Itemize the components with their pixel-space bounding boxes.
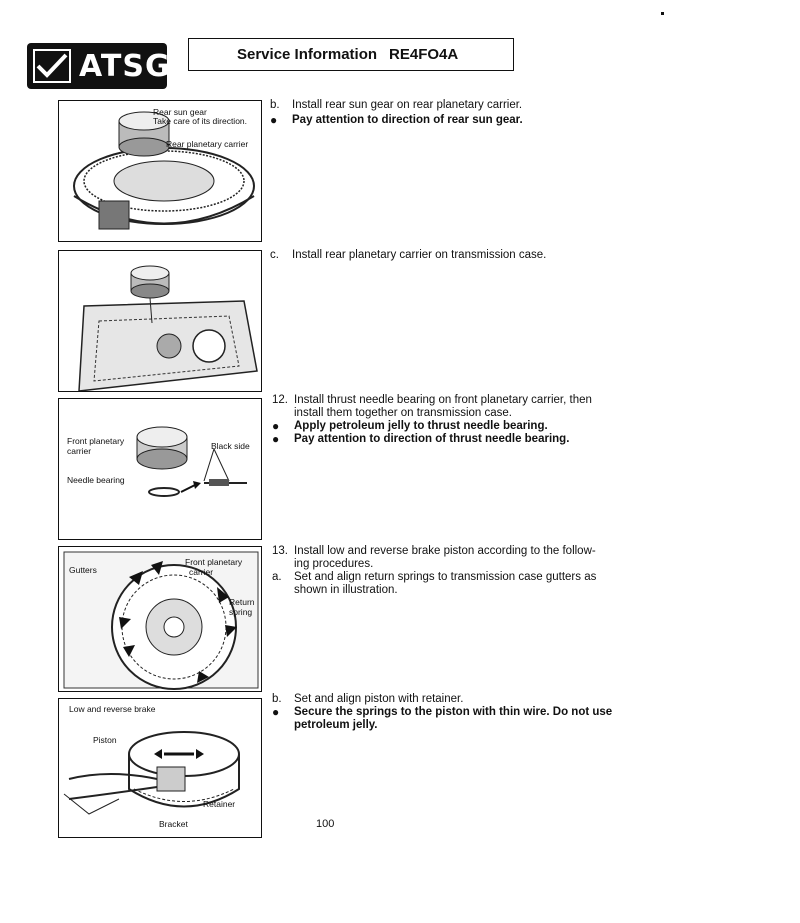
bullet-icon: ● xyxy=(272,419,280,433)
sub-step-line2: shown in illustration. xyxy=(294,584,398,596)
label-rear-sun-gear: Rear sun gear xyxy=(153,107,207,117)
step-c-install-rear-planetary-carrier xyxy=(270,249,620,262)
step-marker: 12. xyxy=(272,394,288,406)
label-piston: Piston xyxy=(93,735,117,745)
label-spring: spring xyxy=(229,607,253,617)
label-gutters: Gutters xyxy=(69,565,97,575)
figure-piston-retainer xyxy=(58,698,262,838)
page-number: 100 xyxy=(316,818,335,830)
piston-retainer-illustration xyxy=(59,699,262,838)
label-low-reverse-brake: Low and reverse brake xyxy=(69,704,156,714)
step-warning-line2: petroleum jelly. xyxy=(294,719,378,731)
label-front-planetary: Front planetary xyxy=(185,557,243,567)
label-needle-bearing: Needle bearing xyxy=(67,475,125,485)
label-rear-planetary-carrier: Rear planetary carrier xyxy=(166,139,249,149)
scan-speck xyxy=(661,12,664,15)
atsg-logo xyxy=(27,43,171,89)
figure-transmission-case xyxy=(58,250,262,392)
step-warning: Pay attention to direction of rear sun gear. xyxy=(292,114,523,126)
step-marker: c. xyxy=(270,249,279,261)
figure-return-springs xyxy=(58,546,262,692)
bullet-icon: ● xyxy=(272,705,280,719)
step-marker: 13. xyxy=(272,545,288,557)
figure-thrust-needle-bearing xyxy=(58,398,262,540)
step-marker: b. xyxy=(270,99,280,111)
step-b-set-align-piston xyxy=(272,693,632,732)
label-bracket: Bracket xyxy=(159,819,188,829)
figure-rear-sun-gear xyxy=(58,100,262,242)
step-text: Install rear planetary carrier on transmission case. xyxy=(292,249,547,261)
label-retainer: Retainer xyxy=(203,799,236,809)
front-planetary-carrier-illustration xyxy=(59,399,262,540)
step-b-install-rear-sun-gear xyxy=(270,99,620,127)
step-text-line2: ing procedures. xyxy=(294,558,374,570)
sub-step-line1: Set and align return springs to transmission case gutters as xyxy=(294,571,597,583)
step-text-line1: Install low and reverse brake piston according to the follow- xyxy=(294,545,596,557)
step-13-install-low-reverse-brake-piston xyxy=(272,545,632,597)
step-12-install-thrust-needle-bearing xyxy=(272,394,632,446)
sub-step-marker: a. xyxy=(272,571,282,583)
logo-wordmark: ATSG xyxy=(79,48,171,84)
step-marker: b. xyxy=(272,693,282,705)
label-take-care-direction: Take care of its direction. xyxy=(153,116,248,126)
label-carrier: carrier xyxy=(189,567,214,577)
label-front-planetary: Front planetary xyxy=(67,436,125,446)
step-warning-line1: Secure the springs to the piston with thin wire. Do not use xyxy=(294,706,613,718)
bullet-icon: ● xyxy=(270,113,278,127)
page-title: Service Information xyxy=(237,46,378,63)
step-text-line2: install them together on transmission case. xyxy=(294,407,512,419)
step-warning-2: Pay attention to direction of thrust needle bearing. xyxy=(294,433,570,445)
label-return: Return xyxy=(229,597,255,607)
model-code: RE4FO4A xyxy=(389,46,459,63)
bullet-icon: ● xyxy=(272,432,280,446)
label-carrier: carrier xyxy=(67,446,92,456)
step-text: Set and align piston with retainer. xyxy=(294,693,464,705)
transmission-case-illustration xyxy=(59,251,262,392)
checkmark-logo-icon xyxy=(33,49,71,83)
step-text-line1: Install thrust needle bearing on front planetary carrier, then xyxy=(294,394,592,406)
step-warning-1: Apply petroleum jelly to thrust needle bearing. xyxy=(294,420,548,432)
page-title-box xyxy=(188,38,514,71)
step-text: Install rear sun gear on rear planetary carrier. xyxy=(292,99,523,111)
label-black-side: Black side xyxy=(211,441,250,451)
